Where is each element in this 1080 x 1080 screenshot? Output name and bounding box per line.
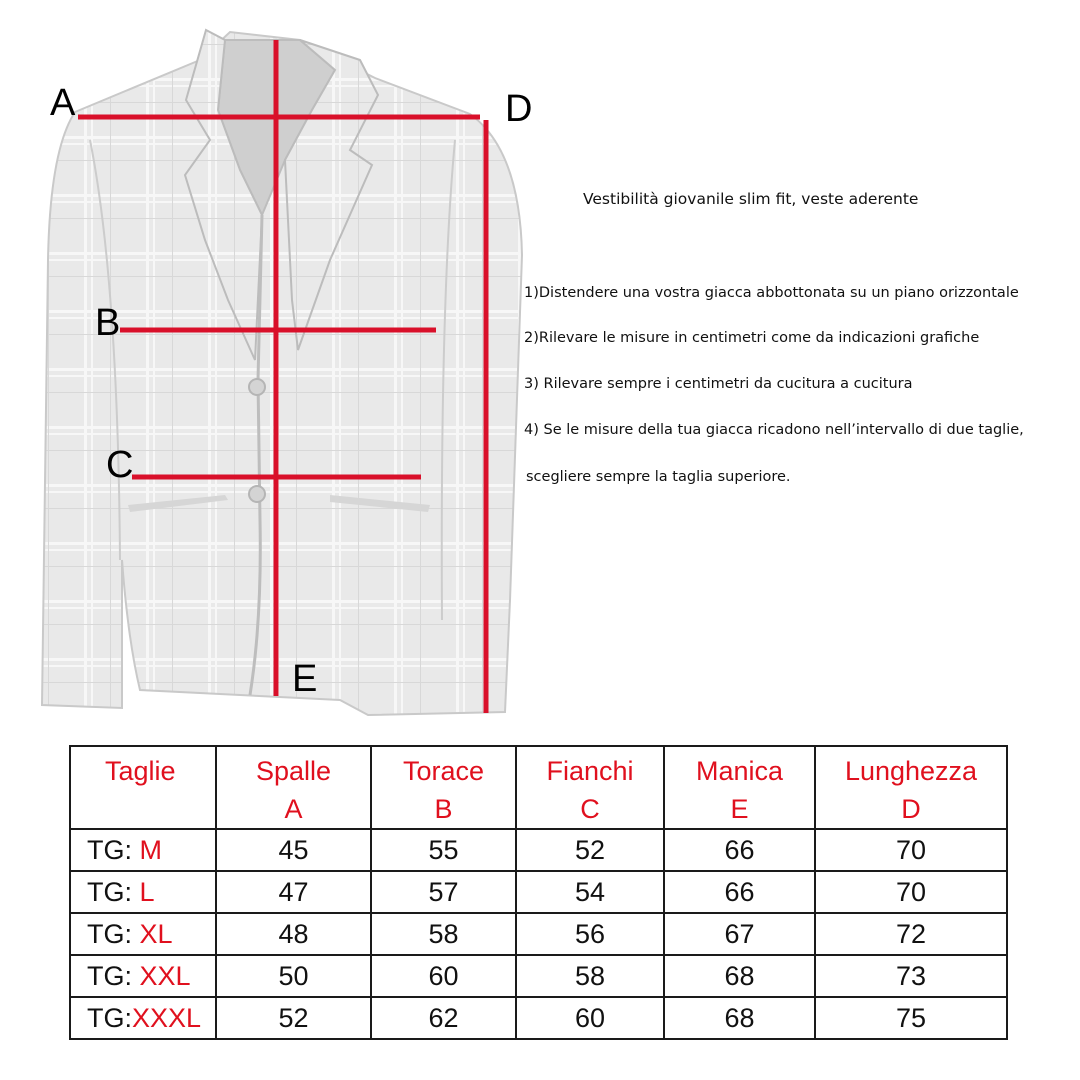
size-chart-header-row xyxy=(70,746,1007,829)
value-cell: 58 xyxy=(371,913,516,955)
header-shoulders xyxy=(216,746,371,829)
size-prefix: TG: xyxy=(87,919,140,949)
size-cell xyxy=(70,913,216,955)
header-length xyxy=(815,746,1007,829)
header-label: Torace xyxy=(402,756,485,786)
header-label: Fianchi xyxy=(546,756,634,786)
table-row xyxy=(70,955,1007,997)
value-cell: 57 xyxy=(371,871,516,913)
header-letter: C xyxy=(580,794,600,824)
size-cell xyxy=(70,955,216,997)
value-cell: 54 xyxy=(516,871,664,913)
size-name: XL xyxy=(139,919,173,949)
size-prefix: TG: xyxy=(87,961,140,991)
size-cell xyxy=(70,829,216,871)
instruction-step-2: 2)Rilevare le misure in centimetri come da indicazioni grafiche xyxy=(524,330,980,346)
fit-description: Vestibilità giovanile slim fit, veste aderente xyxy=(583,190,919,208)
size-name: XXL xyxy=(139,961,191,991)
size-prefix: TG: xyxy=(87,1003,132,1033)
value-cell: 58 xyxy=(516,955,664,997)
value-cell: 67 xyxy=(664,913,815,955)
marker-label-e: E xyxy=(292,658,318,700)
value-cell: 70 xyxy=(815,829,1007,871)
instruction-step-4-continued: scegliere sempre la taglia superiore. xyxy=(526,469,791,485)
value-cell: 68 xyxy=(664,997,815,1039)
header-letter: B xyxy=(434,794,453,824)
header-label: Spalle xyxy=(255,756,332,786)
table-row xyxy=(70,871,1007,913)
value-cell: 50 xyxy=(216,955,371,997)
value-cell: 75 xyxy=(815,997,1007,1039)
size-name: M xyxy=(139,835,162,865)
value-cell: 60 xyxy=(371,955,516,997)
marker-label-d: D xyxy=(505,88,533,130)
marker-label-c: C xyxy=(106,444,134,486)
size-name: XXXL xyxy=(132,1003,202,1033)
value-cell: 70 xyxy=(815,871,1007,913)
header-label: Lunghezza xyxy=(844,756,978,786)
value-cell: 56 xyxy=(516,913,664,955)
value-cell: 66 xyxy=(664,829,815,871)
table-row xyxy=(70,913,1007,955)
value-cell: 62 xyxy=(371,997,516,1039)
size-prefix: TG: xyxy=(87,835,140,865)
value-cell: 72 xyxy=(815,913,1007,955)
table-row xyxy=(70,997,1007,1039)
value-cell: 73 xyxy=(815,955,1007,997)
size-cell xyxy=(70,997,216,1039)
value-cell: 48 xyxy=(216,913,371,955)
value-cell: 60 xyxy=(516,997,664,1039)
header-sizes xyxy=(70,746,216,829)
table-row xyxy=(70,829,1007,871)
header-hips xyxy=(516,746,664,829)
value-cell: 68 xyxy=(664,955,815,997)
value-cell: 55 xyxy=(371,829,516,871)
size-cell xyxy=(70,871,216,913)
value-cell: 52 xyxy=(516,829,664,871)
header-letter: A xyxy=(284,794,303,824)
value-cell: 45 xyxy=(216,829,371,871)
size-chart-table xyxy=(69,745,1008,1040)
header-letter: E xyxy=(730,794,749,824)
size-name: L xyxy=(139,877,155,907)
marker-label-b: B xyxy=(95,302,121,344)
instruction-step-3: 3) Rilevare sempre i centimetri da cucitura a cucitura xyxy=(524,376,913,392)
instruction-step-4: 4) Se le misure della tua giacca ricadono nell’intervallo di due taglie, xyxy=(524,422,1024,438)
header-label: Taglie xyxy=(105,756,176,786)
header-label: Manica xyxy=(695,756,784,786)
header-chest xyxy=(371,746,516,829)
value-cell: 52 xyxy=(216,997,371,1039)
header-sleeve xyxy=(664,746,815,829)
size-prefix: TG: xyxy=(87,877,140,907)
jacket-illustration xyxy=(42,30,522,715)
jacket-button-bottom xyxy=(249,486,265,502)
header-letter: D xyxy=(901,794,921,824)
instruction-step-1: 1)Distendere una vostra giacca abbottonata su un piano orizzontale xyxy=(524,285,1019,301)
value-cell: 66 xyxy=(664,871,815,913)
marker-label-a: A xyxy=(50,82,76,124)
jacket-button-top xyxy=(249,379,265,395)
value-cell: 47 xyxy=(216,871,371,913)
